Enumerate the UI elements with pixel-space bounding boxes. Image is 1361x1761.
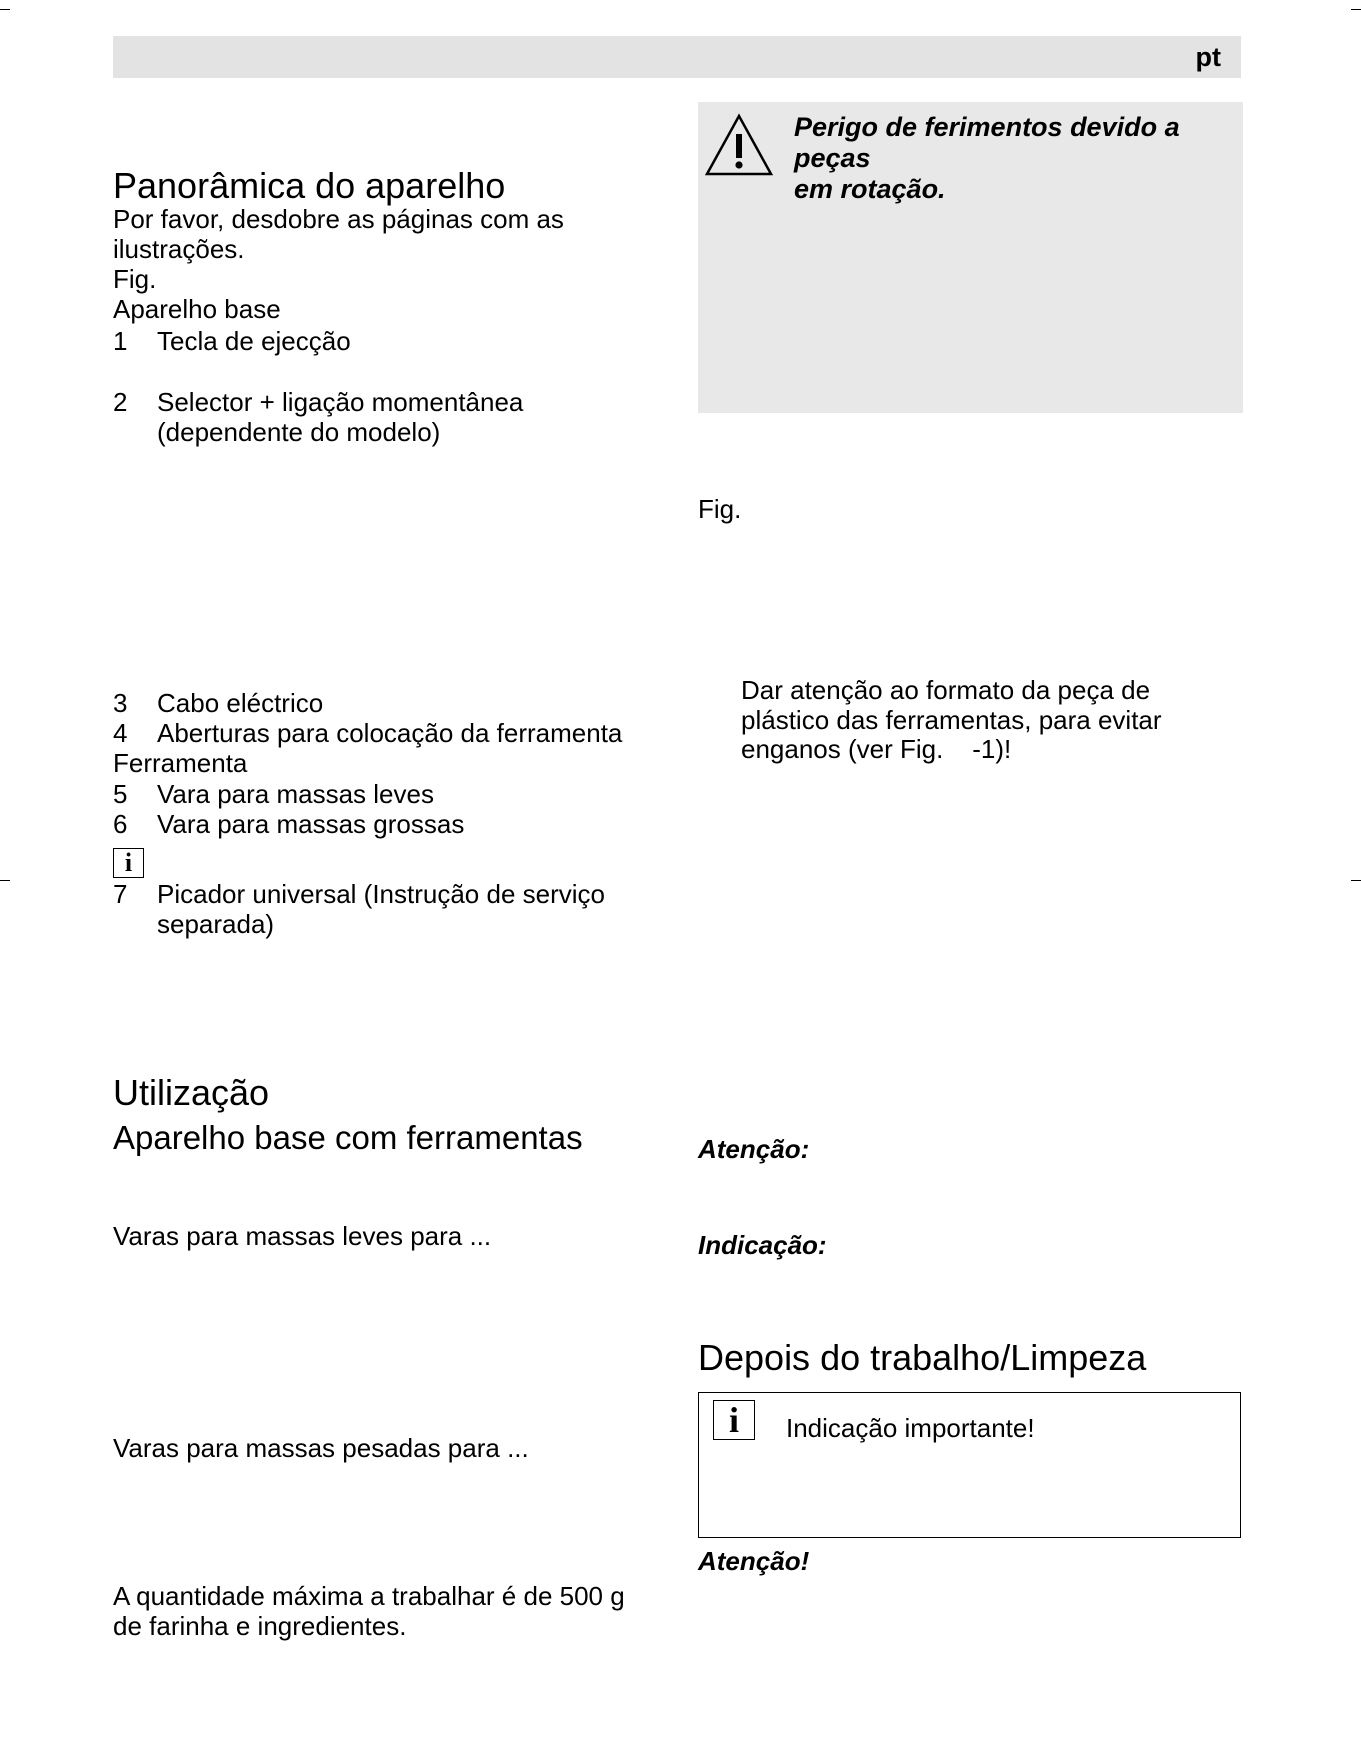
list-item — [113, 387, 523, 417]
item-number: 6 — [113, 809, 128, 839]
intro-text: Por favor, desdobre as páginas com as — [113, 204, 564, 234]
usage-title: Utilização — [113, 1072, 270, 1113]
max-quantity-text: A quantidade máxima a trabalhar é de 500 g — [113, 1581, 625, 1611]
list-item — [113, 879, 605, 909]
item-text: Selector + ligação momentânea — [157, 387, 524, 417]
info-icon: i — [713, 1400, 755, 1440]
item-number: 2 — [113, 387, 128, 417]
note-text: plástico das ferramentas, para evitar — [741, 705, 1162, 735]
item-text-continued: (dependente do modelo) — [157, 417, 441, 447]
language-code: pt — [1195, 42, 1221, 72]
info-important-text: Indicação importante! — [786, 1413, 1035, 1443]
figure-reference: Fig. — [113, 264, 157, 294]
item-text: Vara para massas grossas — [157, 809, 465, 839]
note-text: Dar atenção ao formato da peça de — [741, 675, 1151, 705]
crop-mark — [0, 880, 10, 881]
item-text: Picador universal (Instrução de serviço — [157, 879, 605, 909]
figure-reference: Fig. — [698, 494, 742, 524]
info-icon: i — [113, 848, 144, 878]
item-text: Cabo eléctrico — [157, 688, 324, 718]
tools-heading: Ferramenta — [113, 748, 248, 778]
warning-line: Perigo de ferimentos devido a peças — [794, 112, 1180, 173]
list-item — [113, 326, 351, 356]
item-text-continued: separada) — [157, 909, 275, 939]
attention-label: Atenção: — [698, 1134, 810, 1164]
warning-line: em rotação. — [794, 174, 946, 204]
warning-text — [794, 112, 1239, 205]
warning-triangle-icon — [704, 112, 774, 178]
crop-mark — [1351, 9, 1361, 10]
item-text: Aberturas para colocação da ferramenta — [157, 718, 623, 748]
crop-mark — [1351, 880, 1361, 881]
light-whisks-text: Varas para massas leves para ... — [113, 1221, 492, 1251]
list-item — [113, 809, 464, 839]
list-item — [113, 688, 323, 718]
item-text: Vara para massas leves — [157, 779, 434, 809]
item-number: 1 — [113, 326, 128, 356]
usage-subtitle: Aparelho base com ferramentas — [113, 1119, 583, 1156]
item-number: 4 — [113, 718, 128, 748]
after-work-title: Depois do trabalho/Limpeza — [698, 1337, 1147, 1378]
item-number: 7 — [113, 879, 128, 909]
indication-label: Indicação: — [698, 1230, 827, 1260]
heavy-whisks-text: Varas para massas pesadas para ... — [113, 1433, 529, 1463]
warning-box — [698, 102, 1243, 413]
intro-text: ilustrações. — [113, 234, 245, 264]
info-box — [698, 1392, 1241, 1538]
header-bar — [113, 36, 1241, 78]
max-quantity-text: de farinha e ingredientes. — [113, 1611, 407, 1641]
base-heading: Aparelho base — [113, 294, 281, 324]
list-item — [113, 718, 622, 748]
attention-label: Atenção! — [698, 1546, 810, 1576]
item-number: 3 — [113, 688, 128, 718]
overview-title: Panorâmica do aparelho — [113, 165, 506, 206]
note-text: enganos (ver Fig. -1)! — [741, 734, 1012, 764]
item-number: 5 — [113, 779, 128, 809]
list-item — [113, 779, 434, 809]
item-text: Tecla de ejecção — [157, 326, 351, 356]
crop-mark — [0, 9, 10, 10]
